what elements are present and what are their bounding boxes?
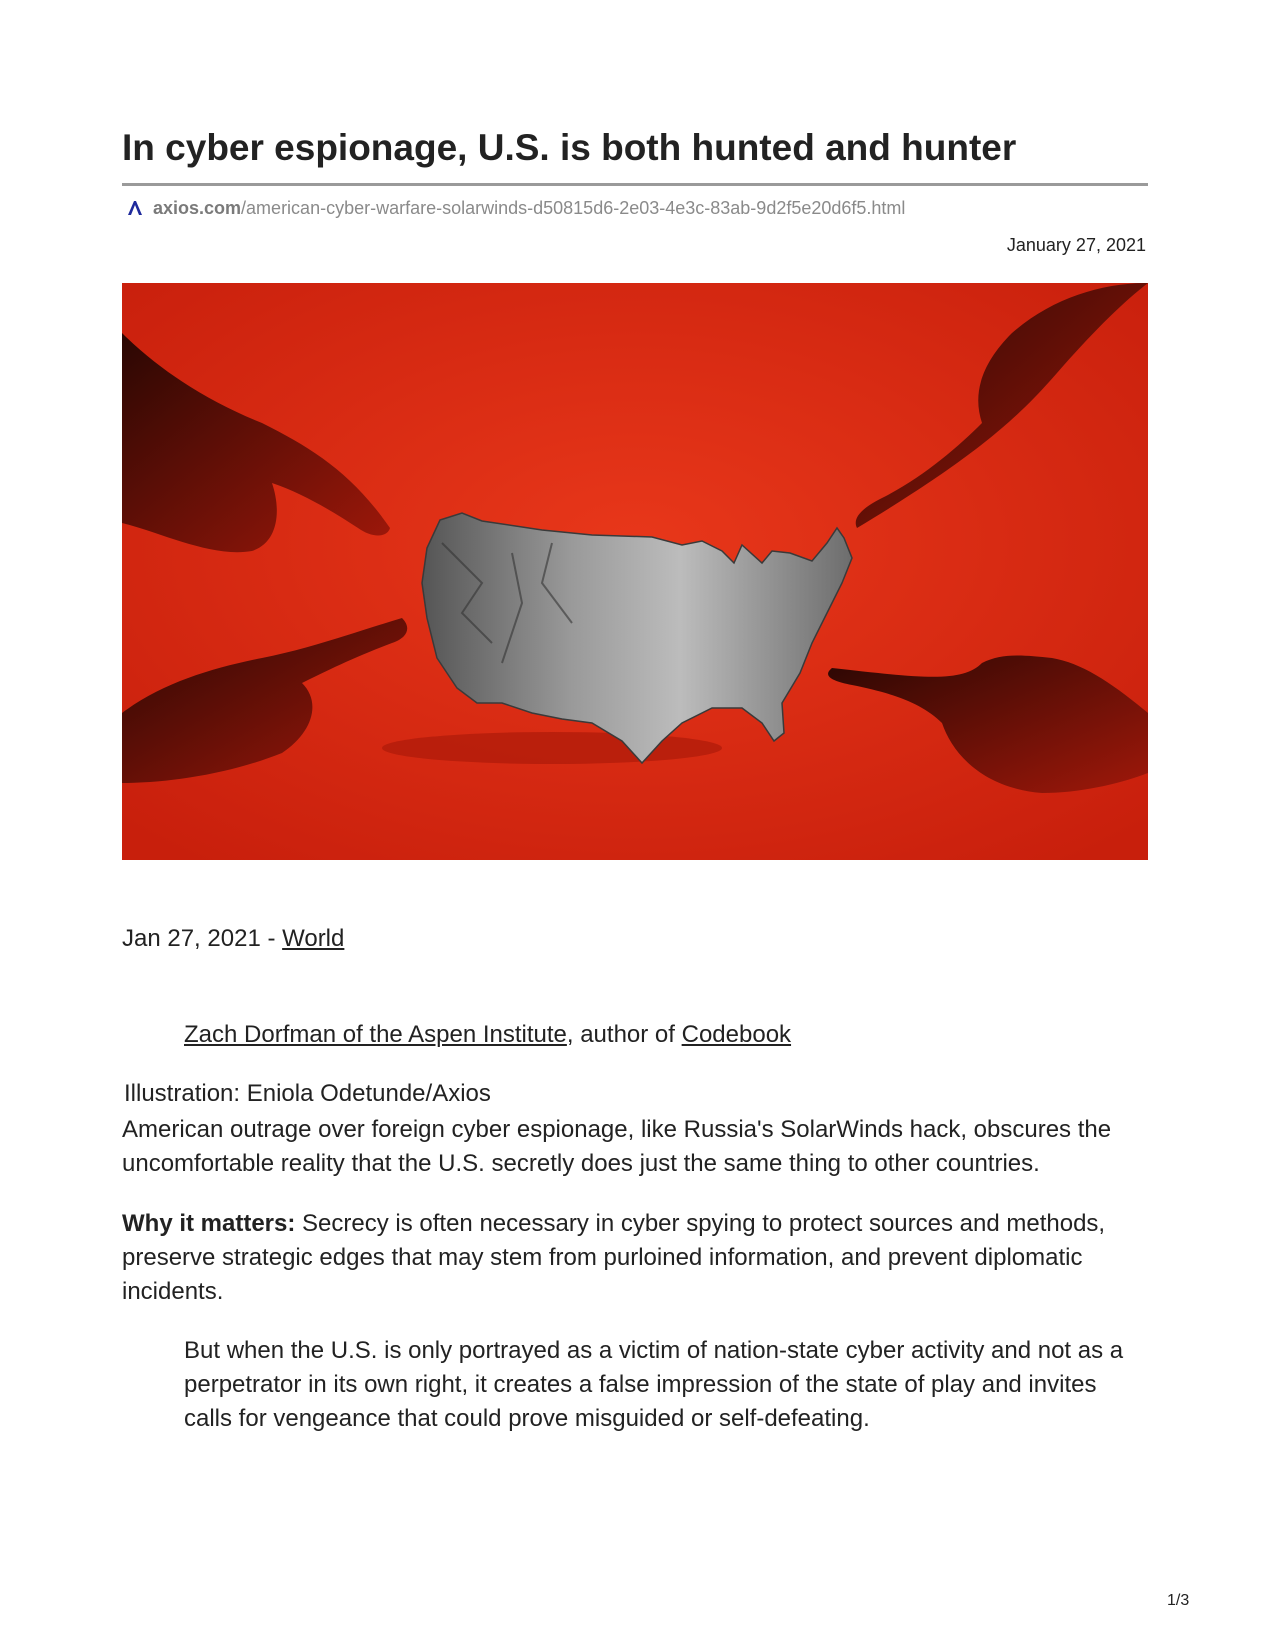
source-url[interactable] bbox=[126, 196, 905, 220]
paragraph-2 bbox=[122, 1207, 1148, 1309]
illustration-credit: Illustration: Eniola Odetunde/Axios bbox=[124, 1080, 491, 1107]
why-it-matters-label: Why it matters: bbox=[122, 1210, 296, 1237]
axios-logo-icon bbox=[126, 199, 144, 217]
paragraph-1: American outrage over foreign cyber espionage, like Russia's SolarWinds hack, obscures the uncomfortable reality that the U.S. secretly does just the same thing to other countries. bbox=[122, 1116, 1112, 1177]
byline bbox=[184, 1021, 791, 1049]
article-title: In cyber espionage, U.S. is both hunted and hunter bbox=[122, 127, 1017, 168]
separator: - bbox=[260, 925, 283, 952]
publish-date: Jan 27, 2021 bbox=[122, 925, 261, 952]
book-link[interactable]: Codebook bbox=[681, 1021, 792, 1048]
title-divider bbox=[122, 183, 1148, 186]
capture-date: January 27, 2021 bbox=[1006, 235, 1146, 255]
page-number: 1/3 bbox=[1167, 1592, 1190, 1609]
paragraph-3: But when the U.S. is only portrayed as a victim of nation-state cyber activity and not as a perpetrator in its own right, it creates a false impression of the state of play and invites calls for vengeance that could prove misguided or self-defeating. bbox=[184, 1337, 1124, 1432]
source-domain: axios.com bbox=[153, 197, 242, 218]
source-path: /american-cyber-warfare-solarwinds-d50815d6-2e03-4e3c-83ab-9d2f5e20d6f5.html bbox=[241, 197, 906, 218]
paragraph-2-body: Secrecy is often necessary in cyber spying to protect sources and methods, preserve strategic edges that may stem from purloined information, and prevent diplomatic incidents. bbox=[122, 1210, 1106, 1305]
publish-line bbox=[122, 925, 344, 953]
section-link-world[interactable]: World bbox=[282, 925, 345, 952]
us-map-pointing-hands-icon bbox=[122, 283, 1148, 860]
byline-middle: , author of bbox=[566, 1021, 682, 1048]
hero-image bbox=[122, 283, 1148, 860]
author-link[interactable]: Zach Dorfman of the Aspen Institute bbox=[184, 1021, 567, 1048]
